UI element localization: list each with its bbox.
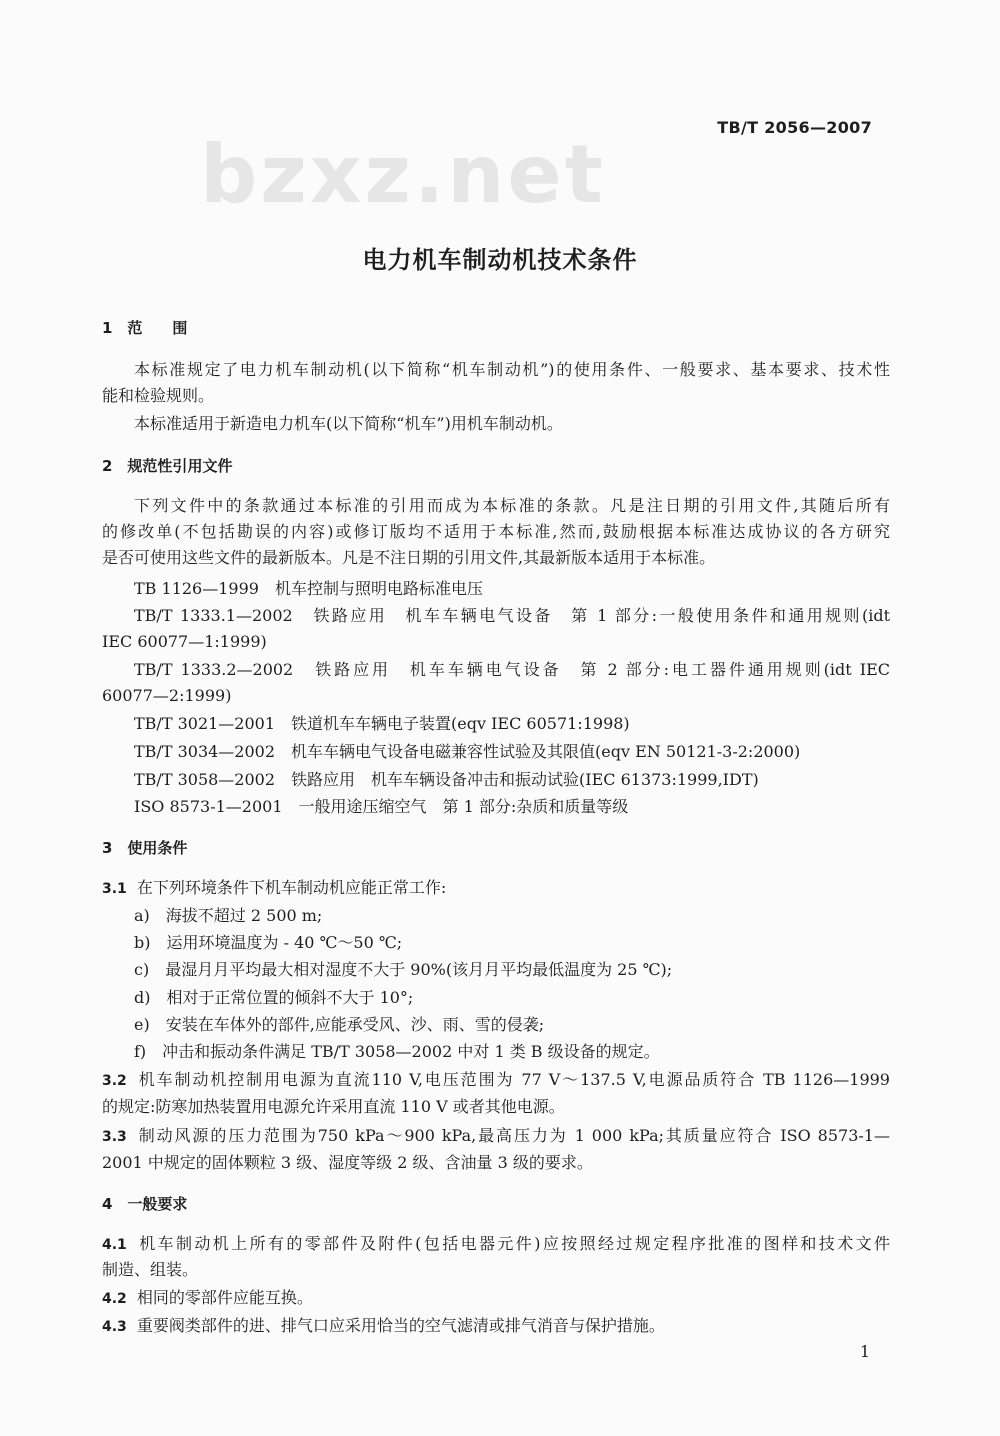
clause-3-3-line-1 [102, 1126, 890, 1147]
section-1-heading: 1 范 围 [102, 319, 188, 337]
clause-3-2-line-1 [102, 1070, 890, 1091]
list-item-d: d) 相对于正常位置的倾斜不大于 10°; [134, 988, 414, 1007]
list-item-f: f) 冲击和振动条件满足 TB/T 3058—2002 中对 1 类 B 级设备的规定。 [134, 1042, 660, 1061]
clause-text: 机车制动机上所有的零部件及附件(包括电器元件)应按照经过规定程序批准的图样和技术文件 [136, 1234, 890, 1253]
reference-tbt-1333-1-line-1: TB/T 1333.1—2002 铁路应用 机车车辆电气设备 第 1 部分:一般使用条件和通用规则(idt [134, 606, 890, 625]
clause-3-3-line-2: 2001 中规定的固体颗粒 3 级、湿度等级 2 级、含油量 3 级的要求。 [102, 1153, 593, 1172]
reference-tbt-3034: TB/T 3034—2002 机车车辆电气设备电磁兼容性试验及其限值(eqv EN 50121-3-2:2000) [134, 742, 801, 761]
section-2-heading: 2 规范性引用文件 [102, 457, 233, 475]
clause-number: 4.1 [102, 1237, 127, 1253]
section-4-heading: 4 一般要求 [102, 1195, 188, 1213]
list-item-a: a) 海拔不超过 2 500 m; [134, 906, 323, 925]
list-item-c: c) 最湿月月平均最大相对湿度不大于 90%(该月月平均最低温度为 25 ℃); [134, 960, 673, 979]
clause-text: 相同的零部件应能互换。 [136, 1288, 313, 1307]
list-item-b: b) 运用环境温度为 - 40 ℃～50 ℃; [134, 933, 403, 952]
section-3-heading: 3 使用条件 [102, 839, 188, 857]
watermark: bzxz.net [200, 128, 606, 221]
clause-number: 4.2 [102, 1291, 127, 1307]
document-code: TB/T 2056—2007 [717, 118, 872, 137]
s1-paragraph-2: 本标准适用于新造电力机车(以下简称“机车”)用机车制动机。 [134, 414, 563, 433]
page-number: 1 [859, 1342, 870, 1361]
clause-text: 在下列环境条件下机车制动机应能正常工作: [136, 878, 447, 897]
clause-text: 重要阀类部件的进、排气口应采用恰当的空气滤清或排气消音与保护措施。 [136, 1316, 665, 1335]
clause-number: 3.2 [102, 1073, 127, 1089]
s2-paragraph-line-2: 的修改单(不包括勘误的内容)或修订版均不适用于本标准,然而,鼓励根据本标准达成协议的各方研究 [102, 522, 890, 541]
clause-4-1-line-2: 制造、组装。 [102, 1260, 199, 1279]
clause-4-3 [102, 1316, 892, 1337]
list-item-e: e) 安装在车体外的部件,应能承受风、沙、雨、雪的侵袭; [134, 1015, 545, 1034]
reference-tbt-1333-1-line-2: IEC 60077—1:1999) [102, 632, 267, 651]
clause-number: 3.3 [102, 1129, 127, 1145]
reference-tbt-1333-2-line-1: TB/T 1333.2—2002 铁路应用 机车车辆电气设备 第 2 部分:电工器件通用规则(idt IEC [134, 660, 890, 679]
clause-text: 机车制动机控制用电源为直流110 V,电压范围为 77 V～137.5 V,电源品质符合 TB 1126—1999 [136, 1070, 890, 1089]
clause-4-2 [102, 1288, 892, 1309]
reference-tb-1126: TB 1126—1999 机车控制与照明电路标准电压 [134, 579, 483, 598]
s1-paragraph-1-line-1: 本标准规定了电力机车制动机(以下简称“机车制动机”)的使用条件、一般要求、基本要求、技术性 [134, 360, 890, 379]
clause-4-1-line-1 [102, 1234, 890, 1255]
s2-paragraph-line-1: 下列文件中的条款通过本标准的引用而成为本标准的条款。凡是注日期的引用文件,其随后所有 [134, 496, 890, 515]
clause-number: 4.3 [102, 1319, 127, 1335]
s2-paragraph-line-3: 是否可使用这些文件的最新版本。凡是不注日期的引用文件,其最新版本适用于本标准。 [102, 548, 716, 567]
document-title: 电力机车制动机技术条件 [362, 246, 638, 274]
clause-number: 3.1 [102, 881, 127, 897]
clause-3-1 [102, 878, 892, 899]
clause-3-2-line-2: 的规定:防寒加热装置用电源允许采用直流 110 V 或者其他电源。 [102, 1097, 565, 1116]
reference-tbt-1333-2-line-2: 60077—2:1999) [102, 686, 232, 705]
reference-tbt-3058: TB/T 3058—2002 铁路应用 机车车辆设备冲击和振动试验(IEC 61373:1999,IDT) [134, 770, 759, 789]
s1-paragraph-1-line-2: 能和检验规则。 [102, 386, 215, 405]
reference-iso-8573: ISO 8573-1—2001 一般用途压缩空气 第 1 部分:杂质和质量等级 [134, 797, 629, 816]
reference-tbt-3021: TB/T 3021—2001 铁道机车车辆电子装置(eqv IEC 60571:1998) [134, 714, 630, 733]
clause-text: 制动风源的压力范围为750 kPa～900 kPa,最高压力为 1 000 kPa;其质量应符合 ISO 8573-1— [136, 1126, 890, 1145]
